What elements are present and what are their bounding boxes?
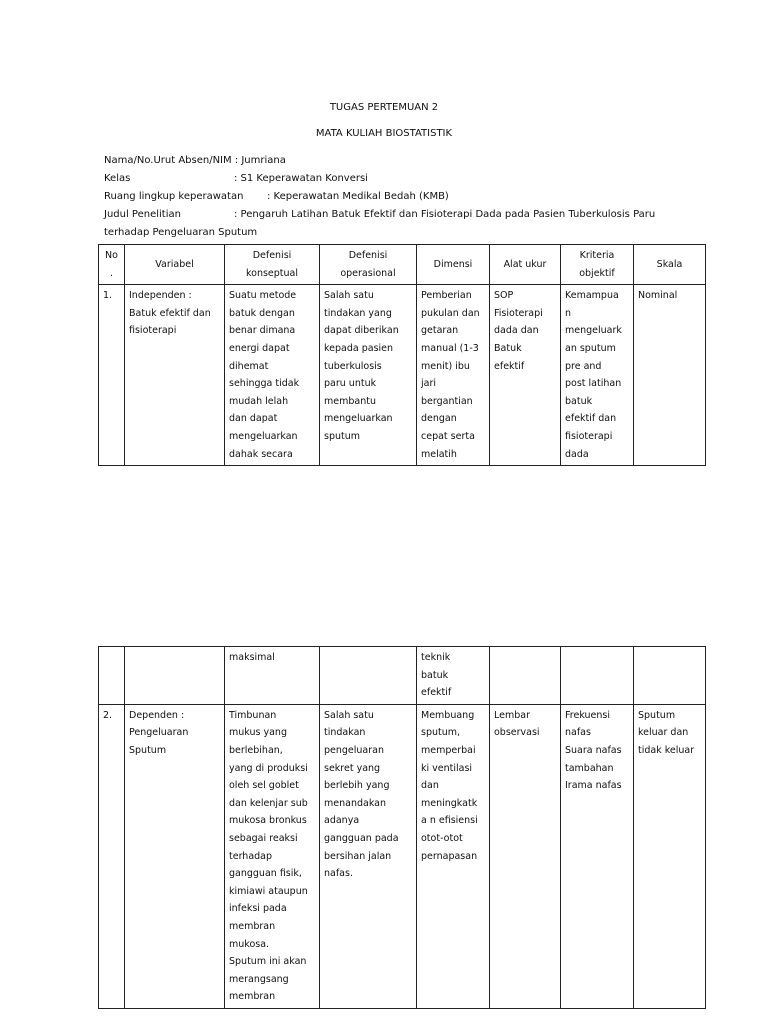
cell-line: Irama nafas: [565, 780, 622, 792]
cell-line: post latihan: [565, 378, 622, 390]
cell-line: memperbai: [421, 744, 476, 756]
cell-line: membran: [229, 920, 276, 932]
cell-line: ki ventilasi: [421, 762, 473, 774]
cell-line: mengeluark: [565, 325, 622, 337]
cell-line: Salah satu: [324, 709, 374, 721]
cell-line: dahak secara: [229, 448, 293, 460]
cell-line: objektif: [579, 267, 615, 279]
table-header-row: [99, 245, 706, 285]
cell-line: getaran: [421, 325, 459, 337]
cell-line: yang di produksi: [229, 762, 308, 774]
cell-line: sekret yang: [324, 762, 381, 774]
cell-line: cepat serta: [421, 430, 475, 442]
row1c-operasional: [320, 647, 417, 705]
cell-line: Dependen :: [129, 709, 185, 721]
cell-line: dan kelenjar sub: [229, 797, 308, 809]
cell-line: keluar dan: [638, 727, 689, 739]
row1c-variabel: [125, 647, 225, 705]
cell-line: jari: [421, 378, 437, 390]
cell-line: gangguan fisik,: [229, 868, 302, 880]
cell-line: tuberkulosis: [324, 360, 382, 372]
cell-line: sehingga tidak: [229, 378, 300, 390]
cell-line: batuk: [421, 669, 449, 681]
row1-skala: [634, 285, 706, 466]
cell-line: Sputum: [129, 744, 167, 756]
cell-line: operasional: [340, 267, 396, 279]
cell-line: dapat diberikan: [324, 325, 399, 337]
cell-line: efektif: [494, 360, 525, 372]
meta-ruang-value: : Keperawatan Medikal Bedah (KMB): [267, 191, 449, 202]
cell-line: Independen :: [129, 290, 192, 302]
cell-line: nafas.: [324, 868, 353, 880]
cell-line: SOP: [494, 290, 514, 302]
cell-line: mengeluarkan: [324, 413, 393, 425]
cell-line: konseptual: [245, 267, 299, 279]
cell-line: fisioterapi: [565, 430, 613, 442]
cell-line: sputum: [324, 430, 361, 442]
cell-line: melatih: [421, 448, 457, 460]
cell-line: menandakan: [324, 797, 386, 809]
cell-line: kimiawi ataupun: [229, 885, 308, 897]
cell-line: membran: [229, 991, 276, 1003]
cell-line: Suatu metode: [229, 290, 297, 302]
cell-line: teknik: [421, 652, 451, 663]
row2-no: 2.: [99, 704, 125, 1008]
cell-line: Pengeluaran: [129, 727, 189, 739]
cell-line: No: [105, 250, 118, 261]
cell-line: tindakan: [324, 727, 366, 739]
meta-kelas-row: [104, 173, 368, 184]
cell-line: mukosa bronkus: [229, 815, 307, 827]
cell-line: sebagai reaksi: [229, 832, 298, 844]
cell-line: observasi: [494, 727, 540, 739]
cell-line: berlebihan,: [229, 744, 283, 756]
row2-skala: [634, 704, 706, 1008]
table-row: [99, 647, 706, 705]
cell-line: mukus yang: [229, 727, 287, 739]
cell-line: berlebih yang: [324, 780, 390, 792]
cell-line: pernapasan: [421, 850, 478, 862]
row1c-alat-ukur: [490, 647, 561, 705]
header-alat-ukur: Alat ukur: [490, 245, 561, 285]
header-no: [99, 245, 125, 285]
cell-line: terhadap: [229, 850, 273, 862]
cell-line: merangsang: [229, 973, 289, 985]
cell-line: energi dapat: [229, 342, 290, 354]
row2-operasional: [320, 704, 417, 1008]
cell-line: mukosa.: [229, 938, 270, 950]
row2-konseptual: [225, 704, 320, 1008]
cell-line: tambahan: [565, 762, 614, 774]
cell-line: Defenisi: [348, 250, 388, 261]
meta-judul-continuation: terhadap Pengeluaran Sputum: [104, 227, 258, 238]
cell-line: Membuang: [421, 709, 475, 721]
cell-line: Frekuensi: [565, 709, 610, 721]
cell-line: Salah satu: [324, 290, 374, 302]
header-kriteria-objektif: [561, 245, 634, 285]
meta-judul-label: Judul Penelitian: [104, 209, 181, 220]
cell-line: manual (1-3: [421, 342, 479, 354]
cell-line: tidak keluar: [638, 744, 695, 756]
cell-line: .: [109, 267, 114, 279]
cell-line: dan dapat: [229, 413, 278, 425]
variable-definition-table: [98, 244, 706, 466]
cell-line: pre and: [565, 360, 602, 372]
cell-line: gangguan pada: [324, 832, 399, 844]
cell-line: dan: [421, 780, 439, 792]
cell-line: dada dan: [494, 325, 539, 337]
cell-line: Fisioterapi: [494, 307, 543, 319]
meta-ruang-label: Ruang lingkup keperawatan: [104, 191, 244, 202]
row1c-no: [99, 647, 125, 705]
cell-line: efektif: [421, 687, 452, 699]
cell-line: otot-otot: [421, 832, 463, 844]
cell-line: dada: [565, 448, 589, 460]
cell-line: Defenisi: [252, 250, 292, 261]
row1-variabel: [125, 285, 225, 466]
variable-definition-table-continued: [98, 646, 706, 1009]
meta-nama: Nama/No.Urut Absen/NIM : Jumriana: [104, 155, 286, 166]
header-defenisi-operasional: [320, 245, 417, 285]
cell-line: pengeluaran: [324, 744, 385, 756]
row1c-skala: [634, 647, 706, 705]
cell-line: menit) ibu: [421, 360, 470, 372]
cell-line: Suara nafas: [565, 744, 622, 756]
cell-line: mengeluarkan: [229, 430, 298, 442]
cell-line: a n efisiensi: [421, 815, 478, 827]
header-defenisi-konseptual: [225, 245, 320, 285]
row1c-kriteria: [561, 647, 634, 705]
row1c-konseptual: [225, 647, 320, 705]
row1-alat-ukur: [490, 285, 561, 466]
cell-line: Kriteria: [579, 250, 615, 261]
row1-konseptual: [225, 285, 320, 466]
cell-line: n: [565, 307, 572, 319]
cell-line: Batuk: [494, 342, 522, 354]
row1-dimensi: [417, 285, 490, 466]
meta-kelas-label: Kelas: [104, 173, 131, 184]
cell-line: bergantian: [421, 395, 473, 407]
cell-line: Nominal: [638, 290, 678, 302]
cell-line: batuk dengan: [229, 307, 295, 319]
row1-kriteria: [561, 285, 634, 466]
row2-dimensi: [417, 704, 490, 1008]
cell-line: membantu: [324, 395, 376, 407]
table-row: [99, 704, 706, 1008]
meta-kelas-value: : S1 Keperawatan Konversi: [234, 173, 368, 184]
cell-line: paru untuk: [324, 378, 377, 390]
cell-line: Timbunan: [229, 709, 277, 721]
cell-line: mudah lelah: [229, 395, 289, 407]
cell-line: batuk: [565, 395, 593, 407]
cell-line: bersihan jalan: [324, 850, 392, 862]
cell-line: Pemberian: [421, 290, 472, 302]
cell-line: kepada pasien: [324, 342, 394, 354]
row1-no: 1.: [99, 285, 125, 466]
row2-variabel: [125, 704, 225, 1008]
cell-line: Batuk efektif dan: [129, 307, 211, 319]
cell-line: tindakan yang: [324, 307, 392, 319]
cell-line: fisioterapi: [129, 325, 177, 337]
cell-line: efektif dan: [565, 413, 617, 425]
cell-line: pukulan dan: [421, 307, 480, 319]
meta-ruang-row: [104, 191, 449, 202]
cell-line: Kemampua: [565, 290, 619, 302]
row2-kriteria: [561, 704, 634, 1008]
document-title: TUGAS PERTEMUAN 2: [329, 102, 439, 113]
cell-line: adanya: [324, 815, 360, 827]
cell-line: infeksi pada: [229, 903, 287, 915]
row1c-dimensi: [417, 647, 490, 705]
cell-line: benar dimana: [229, 325, 296, 337]
meta-judul-row: [104, 209, 655, 220]
cell-line: an sputum: [565, 342, 616, 354]
document-subtitle: MATA KULIAH BIOSTATISTIK: [315, 128, 453, 139]
header-variabel: Variabel: [125, 245, 225, 285]
cell-line: dengan: [421, 413, 457, 425]
cell-line: meningkatk: [421, 797, 478, 809]
cell-line: Lembar: [494, 709, 530, 721]
table-row: [99, 285, 706, 466]
header-skala: Skala: [634, 245, 706, 285]
cell-line: Sputum ini akan: [229, 956, 307, 968]
cell-line: dihemat: [229, 360, 269, 372]
row2-alat-ukur: [490, 704, 561, 1008]
meta-judul-value: : Pengaruh Latihan Batuk Efektif dan Fisioterapi Dada pada Pasien Tuberkulosis Paru: [234, 209, 656, 220]
cell-line: Sputum: [638, 709, 676, 721]
row1-operasional: [320, 285, 417, 466]
header-dimensi: Dimensi: [417, 245, 490, 285]
cell-line: oleh sel goblet: [229, 780, 299, 792]
cell-line: nafas: [565, 727, 591, 739]
cell-line: maksimal: [229, 652, 275, 663]
cell-line: sputum,: [421, 727, 461, 739]
